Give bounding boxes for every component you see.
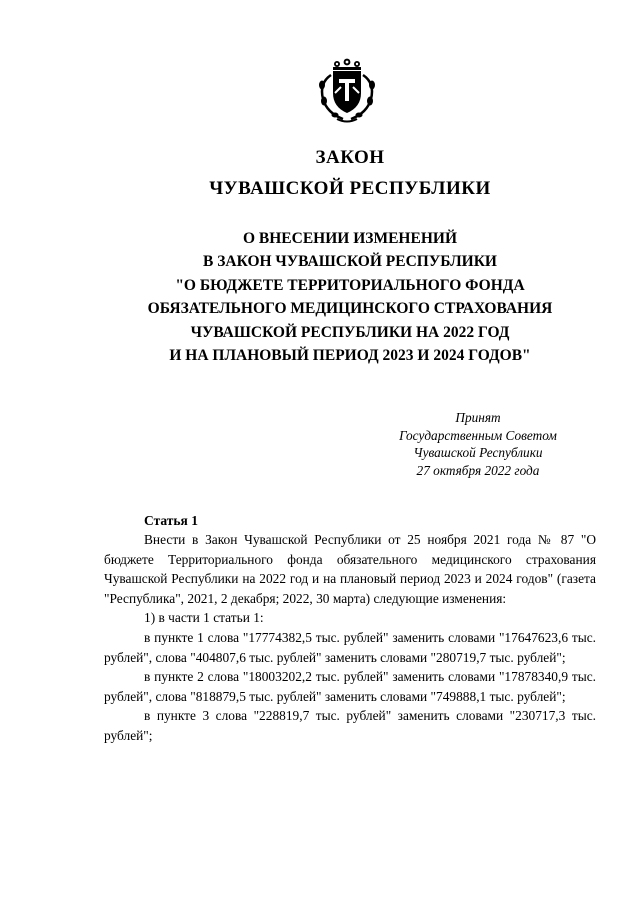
- subject-line: О ВНЕСЕНИИ ИЗМЕНЕНИЙ: [242, 230, 457, 247]
- subject-line: В ЗАКОН ЧУВАШСКОЙ РЕСПУБЛИКИ: [203, 253, 497, 271]
- subject-line: ЧУВАШСКОЙ РЕСПУБЛИКИ НА 2022 ГОД: [190, 323, 510, 341]
- article-heading: Статья 1: [144, 513, 198, 528]
- chuvash-republic-emblem-icon: [313, 57, 381, 125]
- adoption-line: Чувашской Республики: [413, 445, 543, 460]
- adoption-note: [378, 409, 578, 479]
- article-paragraph: Внести в Закон Чувашской Республики от 25 ноября 2021 года № 87 "О бюджете Территориального фонда обязательного медицинского страхования Чувашской Республики на 2022 год и на плановый период 2023 и 2024 годов" (газета "Республика", 2021, 2 декабря; 2022, 30 марта) следующие изменения:: [104, 532, 596, 606]
- republic-label: ЧУВАШСКОЙ РЕСПУБЛИКИ: [209, 178, 491, 199]
- article-body: [104, 530, 596, 746]
- law-subject-title: [0, 227, 640, 367]
- law-label: ЗАКОН: [315, 147, 385, 168]
- article-paragraph: в пункте 3 слова "228819,7 тыс. рублей" заменить словами "230717,3 тыс. рублей";: [104, 708, 596, 743]
- adoption-date: 27 октября 2022 года: [416, 462, 540, 478]
- article-paragraph: в пункте 2 слова "18003202,2 тыс. рублей" заменить словами "17878340,9 тыс. рублей", слова "818879,5 тыс. рублей" заменить словами "749888,1 тыс. рублей";: [104, 669, 596, 704]
- article-paragraph: в пункте 1 слова "17774382,5 тыс. рублей" заменить словами "17647623,6 тыс. рублей", слова "404807,6 тыс. рублей" заменить словами "280719,7 тыс. рублей";: [104, 629, 596, 665]
- article-paragraph: 1) в части 1 статьи 1:: [144, 610, 264, 626]
- subject-line: "О БЮДЖЕТЕ ТЕРРИТОРИАЛЬНОГО ФОНДА: [175, 276, 525, 294]
- adoption-line: Государственным Советом: [399, 427, 557, 443]
- subject-line: И НА ПЛАНОВЫЙ ПЕРИОД 2023 И 2024 ГОДОВ": [169, 347, 531, 365]
- adoption-line: Принят: [455, 410, 501, 425]
- subject-line: ОБЯЗАТЕЛЬНОГО МЕДИЦИНСКОГО СТРАХОВАНИЯ: [147, 300, 553, 318]
